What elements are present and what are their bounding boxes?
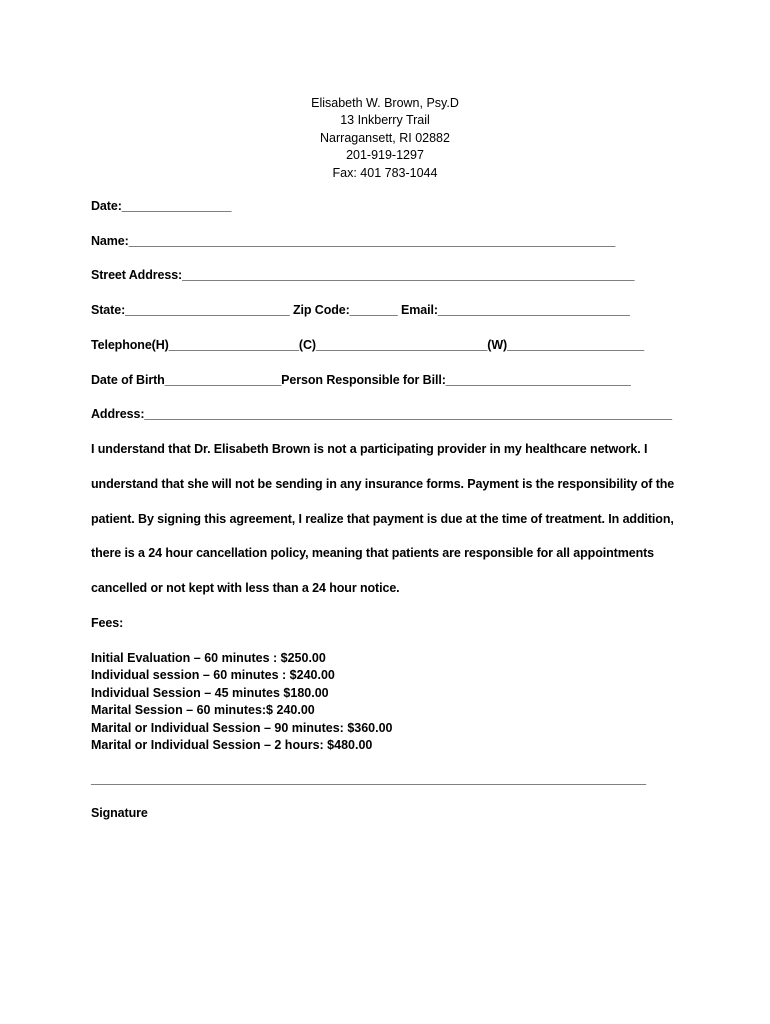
fee-item: Marital Session – 60 minutes:$ 240.00 (91, 703, 315, 718)
fee-item: Individual session – 60 minutes : $240.00 (91, 668, 335, 683)
letterhead (0, 95, 770, 182)
agreement-line-4: there is a 24 hour cancellation policy, meaning that patients are responsible for all appointments (91, 546, 655, 560)
name-field[interactable]: Name:_______________________________________________________________________ (91, 234, 616, 248)
agreement-line-3: patient. By signing this agreement, I realize that payment is due at the time of treatment. In addition, (91, 512, 674, 526)
provider-city: Narragansett, RI 02882 (320, 130, 450, 145)
agreement-line-2: understand that she will not be sending in any insurance forms. Payment is the responsibility of the (91, 477, 675, 491)
provider-street: 13 Inkberry Trail (340, 113, 430, 128)
address-field[interactable]: Address:_____________________________________________________________________________ (91, 407, 672, 421)
telephone-fields[interactable]: Telephone(H)___________________(C)_________________________(W)____________________ (91, 338, 645, 352)
fee-item: Individual Session – 45 minutes $180.00 (91, 685, 329, 700)
agreement-line-5: cancelled or not kept with less than a 24 hour notice. (91, 581, 400, 595)
street-address-field[interactable]: Street Address:__________________________________________________________________ (91, 268, 635, 282)
fees-list (91, 650, 393, 754)
fee-item: Marital or Individual Session – 2 hours: $480.00 (91, 738, 373, 753)
state-zip-email-fields[interactable]: State:________________________ Zip Code:_______ Email:____________________________ (91, 303, 630, 317)
provider-phone: 201-919-1297 (346, 148, 424, 163)
signature-line[interactable]: _________________________________________________________________________________ (91, 772, 647, 786)
fee-item: Marital or Individual Session – 90 minutes: $360.00 (91, 720, 393, 735)
fees-heading: Fees: (91, 616, 124, 630)
date-field[interactable]: Date:________________ (91, 199, 232, 213)
agreement-line-1: I understand that Dr. Elisabeth Brown is not a participating provider in my healthcare network. I (91, 442, 648, 456)
provider-name: Elisabeth W. Brown, Psy.D (311, 96, 459, 110)
provider-fax: Fax: 401 783-1044 (332, 165, 438, 180)
signature-label: Signature (91, 806, 148, 820)
fee-item: Initial Evaluation – 60 minutes : $250.00 (91, 651, 326, 665)
dob-responsible-fields[interactable]: Date of Birth_________________Person Responsible for Bill:___________________________ (91, 373, 631, 387)
